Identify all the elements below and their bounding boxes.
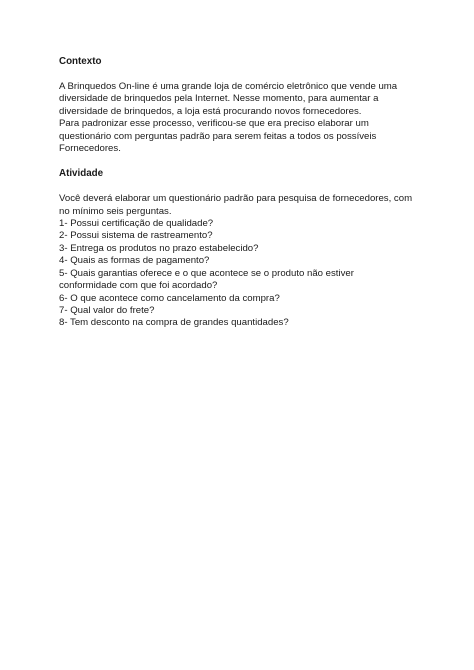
contexto-paragraph	[59, 81, 419, 155]
spacer	[59, 68, 419, 81]
question-item: 6- O que acontece como cancelamento da compra?	[59, 292, 280, 304]
atividade-intro-line: Você deverá elaborar um questionário padrão para pesquisa de fornecedores, com	[59, 193, 413, 205]
spacer	[59, 155, 419, 168]
question-item: 5- Quais garantias oferece e o que acontece se o produto não estiver	[59, 267, 354, 279]
contexto-heading: Contexto	[59, 56, 102, 67]
contexto-line: questionário com perguntas padrão para serem feitas a todos os possíveis	[59, 130, 377, 142]
atividade-intro-line: no mínimo seis perguntas.	[59, 205, 172, 217]
contexto-line: diversidade de brinquedos pela Internet. Nesse momento, para aumentar a	[59, 93, 379, 105]
question-item: 3- Entrega os produtos no prazo estabelecido?	[59, 242, 259, 254]
contexto-line: A Brinquedos On-line é uma grande loja de comércio eletrônico que vende uma	[59, 80, 398, 92]
contexto-line: Para padronizar esse processo, verificou-se que era preciso elaborar um	[59, 118, 369, 130]
contexto-line: diversidade de brinquedos, a loja está procurando novos fornecedores.	[59, 105, 362, 117]
question-item: 8- Tem desconto na compra de grandes quantidades?	[59, 317, 289, 329]
spacer	[59, 180, 419, 193]
contexto-line: Fornecedores.	[59, 142, 121, 154]
question-item: 1- Possui certificação de qualidade?	[59, 218, 214, 230]
atividade-heading: Atividade	[59, 167, 104, 179]
question-item: 7- Qual valor do frete?	[59, 304, 155, 316]
question-item: 2- Possui sistema de rastreamento?	[59, 230, 213, 242]
question-item-continuation: conformidade com que foi acordado?	[59, 280, 218, 292]
question-item: 4- Quais as formas de pagamento?	[59, 255, 210, 267]
atividade-intro	[59, 193, 419, 218]
document-content	[59, 56, 419, 330]
question-list	[59, 218, 419, 330]
